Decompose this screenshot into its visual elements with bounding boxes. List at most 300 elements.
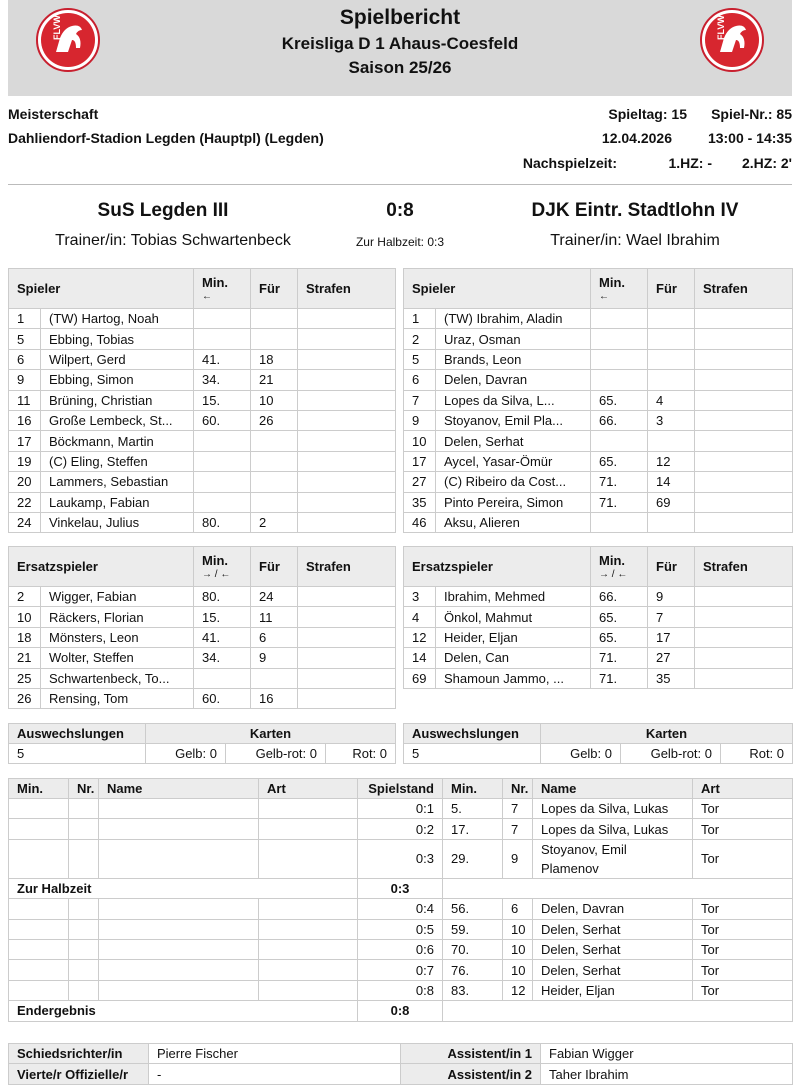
player-min [194,668,251,688]
player-number: 25 [9,668,41,688]
asst2-label: Assistent/in 2 [401,1064,541,1084]
event-nr: 10 [503,960,533,980]
event-empty [99,939,259,959]
player-number: 21 [9,648,41,668]
player-min: 34. [194,648,251,668]
report-title: Spielbericht [339,6,461,29]
player-penalties [298,492,396,512]
event-nr: 10 [503,939,533,959]
report-header [8,0,792,96]
player-penalties [695,607,793,627]
player-name: Wilpert, Gerd [41,349,194,369]
final-score: 0:8 [386,200,414,221]
event-name: Delen, Serhat [533,919,693,939]
event-nr: 9 [503,839,533,878]
player-for [648,512,695,532]
table-row [404,472,793,492]
table-row [9,512,396,532]
player-name: Brands, Leon [436,349,591,369]
player-for: 2 [251,512,298,532]
player-for: 18 [251,349,298,369]
flvw-logo-icon [36,8,100,72]
event-type: Tor [693,819,793,839]
event-name: Stoyanov, Emil Plamenov [533,839,693,878]
officials-table [8,1043,793,1085]
event-row [9,960,793,980]
player-penalties [695,329,793,349]
player-number: 35 [404,492,436,512]
player-number: 2 [9,587,41,607]
player-name: Schwartenbeck, To... [41,668,194,688]
player-number: 24 [9,512,41,532]
table-row [9,492,396,512]
player-number: 27 [404,472,436,492]
col-penalties: Strafen [298,547,396,587]
event-type: Tor [693,899,793,919]
player-penalties [298,431,396,451]
table-row [404,668,793,688]
player-name: Wolter, Steffen [41,648,194,668]
event-min: 29. [443,839,503,878]
final-label: Endergebnis [9,1001,358,1021]
event-empty [9,980,69,1000]
player-name: Uraz, Osman [436,329,591,349]
event-type: Tor [693,960,793,980]
table-row [9,370,396,390]
player-number: 26 [9,688,41,708]
away-trainer: Trainer/in: Wael Ibrahim [550,232,720,249]
event-min: 70. [443,939,503,959]
player-min [591,309,648,329]
event-empty [99,899,259,919]
player-penalties [298,512,396,532]
player-min: 71. [591,492,648,512]
sub-count: 5 [404,744,541,764]
red-cards: Rot: 0 [721,744,793,764]
player-penalties [695,410,793,430]
player-for: 69 [648,492,695,512]
player-min: 71. [591,648,648,668]
player-min [194,451,251,471]
player-penalties [695,309,793,329]
player-name: Ebbing, Tobias [41,329,194,349]
col-min: Min. [443,779,503,799]
event-empty [99,919,259,939]
event-empty [443,878,793,898]
player-penalties [695,370,793,390]
player-for: 27 [648,648,695,668]
table-row [404,349,793,369]
player-min [194,431,251,451]
table-row [9,668,396,688]
player-name: Vinkelau, Julius [41,512,194,532]
player-penalties [298,688,396,708]
player-min: 80. [194,512,251,532]
event-empty [99,980,259,1000]
season: Saison 25/26 [348,58,452,77]
event-row [9,899,793,919]
col-for: Für [648,547,695,587]
player-number: 1 [404,309,436,329]
player-number: 18 [9,627,41,647]
player-min: 41. [194,349,251,369]
player-for: 12 [648,451,695,471]
event-min: 5. [443,799,503,819]
col-min: Min. → / ← [591,547,648,587]
event-empty [9,919,69,939]
sub-count: 5 [9,744,146,764]
player-for [251,329,298,349]
col-player: Spieler [404,269,591,309]
event-min: 59. [443,919,503,939]
player-for: 24 [251,587,298,607]
event-empty [443,1001,793,1021]
player-min: 60. [194,410,251,430]
player-min: 60. [194,688,251,708]
table-row [9,451,396,471]
col-for: Für [251,269,298,309]
player-number: 17 [9,431,41,451]
event-type: Tor [693,799,793,819]
event-row [9,919,793,939]
player-penalties [298,370,396,390]
col-score: Spielstand [358,779,443,799]
player-name: Räckers, Florian [41,607,194,627]
red-cards: Rot: 0 [326,744,396,764]
player-min: 65. [591,390,648,410]
player-name: (C) Eling, Steffen [41,451,194,471]
event-score: 0:4 [358,899,443,919]
event-empty [9,960,69,980]
player-for: 4 [648,390,695,410]
event-empty [259,939,358,959]
event-type: Tor [693,939,793,959]
player-for: 9 [251,648,298,668]
player-name: Laukamp, Fabian [41,492,194,512]
player-number: 46 [404,512,436,532]
player-for: 9 [648,587,695,607]
player-min [194,472,251,492]
event-empty [99,960,259,980]
table-row [404,370,793,390]
match-time: 13:00 - 14:35 [707,130,792,146]
event-empty [99,839,259,878]
away-team: DJK Eintr. Stadtlohn IV [531,200,739,221]
player-number: 5 [9,329,41,349]
event-empty [69,799,99,819]
event-row [9,1001,793,1021]
event-nr: 7 [503,819,533,839]
player-name: (C) Ribeiro da Cost... [436,472,591,492]
player-for: 7 [648,607,695,627]
player-for [251,472,298,492]
player-min: 66. [591,410,648,430]
player-number: 12 [404,627,436,647]
player-number: 2 [404,329,436,349]
event-row [9,839,793,878]
table-row [9,309,396,329]
player-name: Brüning, Christian [41,390,194,410]
event-name: Lopes da Silva, Lukas [533,799,693,819]
player-name: Böckmann, Martin [41,431,194,451]
event-empty [9,939,69,959]
player-penalties [695,587,793,607]
player-for: 26 [251,410,298,430]
col-min: Min. [9,779,69,799]
player-for: 17 [648,627,695,647]
event-row [9,799,793,819]
home-team: SuS Legden III [97,200,229,221]
player-min: 65. [591,607,648,627]
extra-time-h2: 2.HZ: 2' [741,155,792,171]
player-for: 35 [648,668,695,688]
player-name: (TW) Hartog, Noah [41,309,194,329]
event-type: Tor [693,980,793,1000]
venue: Dahliendorf-Stadion Legden (Hauptpl) (Legden) [8,130,324,146]
player-name: Große Lembeck, St... [41,410,194,430]
table-row [9,431,396,451]
table-row [404,648,793,668]
halftime-score: Zur Halbzeit: 0:3 [355,235,445,249]
col-subs: Ersatzspieler [404,547,591,587]
event-name: Delen, Serhat [533,960,693,980]
event-empty [69,899,99,919]
player-name: Heider, Eljan [436,627,591,647]
event-empty [259,980,358,1000]
table-row [404,451,793,471]
match-number: Spiel-Nr.: 85 [711,106,792,122]
player-min [194,309,251,329]
event-empty [69,919,99,939]
player-name: Delen, Serhat [436,431,591,451]
event-type: Tor [693,839,793,878]
player-penalties [298,607,396,627]
player-for [251,668,298,688]
event-name: Lopes da Silva, Lukas [533,819,693,839]
event-empty [69,819,99,839]
player-name: Lopes da Silva, L... [436,390,591,410]
player-for: 10 [251,390,298,410]
player-number: 6 [404,370,436,390]
table-row [9,688,396,708]
event-min: 83. [443,980,503,1000]
event-nr: 12 [503,980,533,1000]
player-name: Aycel, Yasar-Ömür [436,451,591,471]
table-row [404,627,793,647]
asst2-name: Taher Ibrahim [541,1064,793,1084]
event-empty [259,899,358,919]
away-summary-table [403,723,793,764]
event-empty [259,839,358,878]
player-for: 16 [251,688,298,708]
table-row [9,627,396,647]
fourth-official-label: Vierte/r Offizielle/r [9,1064,149,1084]
table-row [404,587,793,607]
event-empty [9,799,69,819]
player-min: 80. [194,587,251,607]
table-row [404,512,793,532]
player-number: 3 [404,587,436,607]
events-table [8,778,793,1022]
matchday: Spieltag: 15 [608,106,687,122]
player-number: 10 [9,607,41,627]
player-penalties [695,668,793,688]
yellowred-cards: Gelb-rot: 0 [621,744,721,764]
away-subs-table [403,546,793,689]
event-score: 0:6 [358,939,443,959]
player-penalties [695,627,793,647]
player-min [194,492,251,512]
yellowred-cards: Gelb-rot: 0 [226,744,326,764]
event-nr: 7 [503,799,533,819]
event-min: 76. [443,960,503,980]
player-for: 3 [648,410,695,430]
player-min: 71. [591,472,648,492]
extra-time-label: Nachspielzeit: [522,155,617,171]
col-min: Min. → / ← [194,547,251,587]
yellow-cards: Gelb: 0 [146,744,226,764]
player-min: 34. [194,370,251,390]
player-min [591,329,648,349]
player-min: 15. [194,607,251,627]
player-min [591,349,648,369]
player-penalties [298,309,396,329]
table-row [9,472,396,492]
player-penalties [695,512,793,532]
player-name: (TW) Ibrahim, Aladin [436,309,591,329]
event-name: Delen, Davran [533,899,693,919]
player-penalties [298,627,396,647]
player-number: 22 [9,492,41,512]
event-empty [69,960,99,980]
event-row [9,939,793,959]
event-score: 0:8 [358,1001,443,1021]
player-name: Shamoun Jammo, ... [436,668,591,688]
player-number: 7 [404,390,436,410]
col-name: Name [533,779,693,799]
player-name: Aksu, Alieren [436,512,591,532]
col-substitutions: Auswechslungen [9,724,146,744]
player-name: Pinto Pereira, Simon [436,492,591,512]
player-min: 65. [591,627,648,647]
col-name: Name [99,779,259,799]
event-min: 17. [443,819,503,839]
event-row [9,878,793,898]
col-nr: Nr. [69,779,99,799]
player-number: 14 [404,648,436,668]
event-empty [69,839,99,878]
player-min [591,512,648,532]
player-penalties [298,648,396,668]
col-min: Min. ← [194,269,251,309]
col-type: Art [693,779,793,799]
event-empty [9,899,69,919]
table-row [404,309,793,329]
table-row [404,329,793,349]
event-empty [99,819,259,839]
player-number: 6 [9,349,41,369]
col-penalties: Strafen [695,547,793,587]
player-penalties [695,472,793,492]
event-score: 0:7 [358,960,443,980]
event-name: Delen, Serhat [533,939,693,959]
event-empty [259,819,358,839]
referee-name: Pierre Fischer [149,1044,401,1064]
player-for [648,431,695,451]
player-name: Lammers, Sebastian [41,472,194,492]
table-row [404,492,793,512]
table-row [9,410,396,430]
table-row [9,390,396,410]
halftime-label: Zur Halbzeit [9,878,358,898]
player-min [194,329,251,349]
table-row [9,648,396,668]
player-number: 5 [404,349,436,369]
player-for [251,492,298,512]
home-summary-table [8,723,396,764]
col-type: Art [259,779,358,799]
player-penalties [298,451,396,471]
extra-time-h1: 1.HZ: - [668,155,712,171]
col-penalties: Strafen [298,269,396,309]
event-row [9,980,793,1000]
player-name: Ibrahim, Mehmed [436,587,591,607]
player-min: 41. [194,627,251,647]
player-min [591,431,648,451]
player-min: 66. [591,587,648,607]
player-penalties [298,349,396,369]
player-number: 19 [9,451,41,471]
col-for: Für [251,547,298,587]
col-min: Min. ← [591,269,648,309]
player-number: 17 [404,451,436,471]
event-empty [9,819,69,839]
logo-text: FLVW [52,15,62,40]
player-penalties [695,451,793,471]
event-empty [69,980,99,1000]
event-empty [259,799,358,819]
event-empty [259,960,358,980]
fourth-official-name: - [149,1064,401,1084]
home-trainer: Trainer/in: Tobias Schwartenbeck [55,232,291,249]
home-subs-table [8,546,396,709]
player-penalties [298,472,396,492]
col-player: Spieler [9,269,194,309]
event-empty [99,799,259,819]
event-empty [259,919,358,939]
player-for: 11 [251,607,298,627]
player-for [648,349,695,369]
player-name: Rensing, Tom [41,688,194,708]
player-for [251,431,298,451]
flvw-logo-icon [700,8,764,72]
player-number: 10 [404,431,436,451]
player-for [648,329,695,349]
asst1-name: Fabian Wigger [541,1044,793,1064]
event-min: 56. [443,899,503,919]
player-number: 1 [9,309,41,329]
event-row [9,819,793,839]
league-name: Kreisliga D 1 Ahaus-Coesfeld [281,34,519,53]
yellow-cards: Gelb: 0 [541,744,621,764]
table-row [404,431,793,451]
logo-text: FLVW [716,15,726,40]
player-penalties [695,431,793,451]
player-penalties [695,648,793,668]
event-score: 0:5 [358,919,443,939]
referee-label: Schiedsrichter/in [9,1044,149,1064]
player-for [648,370,695,390]
